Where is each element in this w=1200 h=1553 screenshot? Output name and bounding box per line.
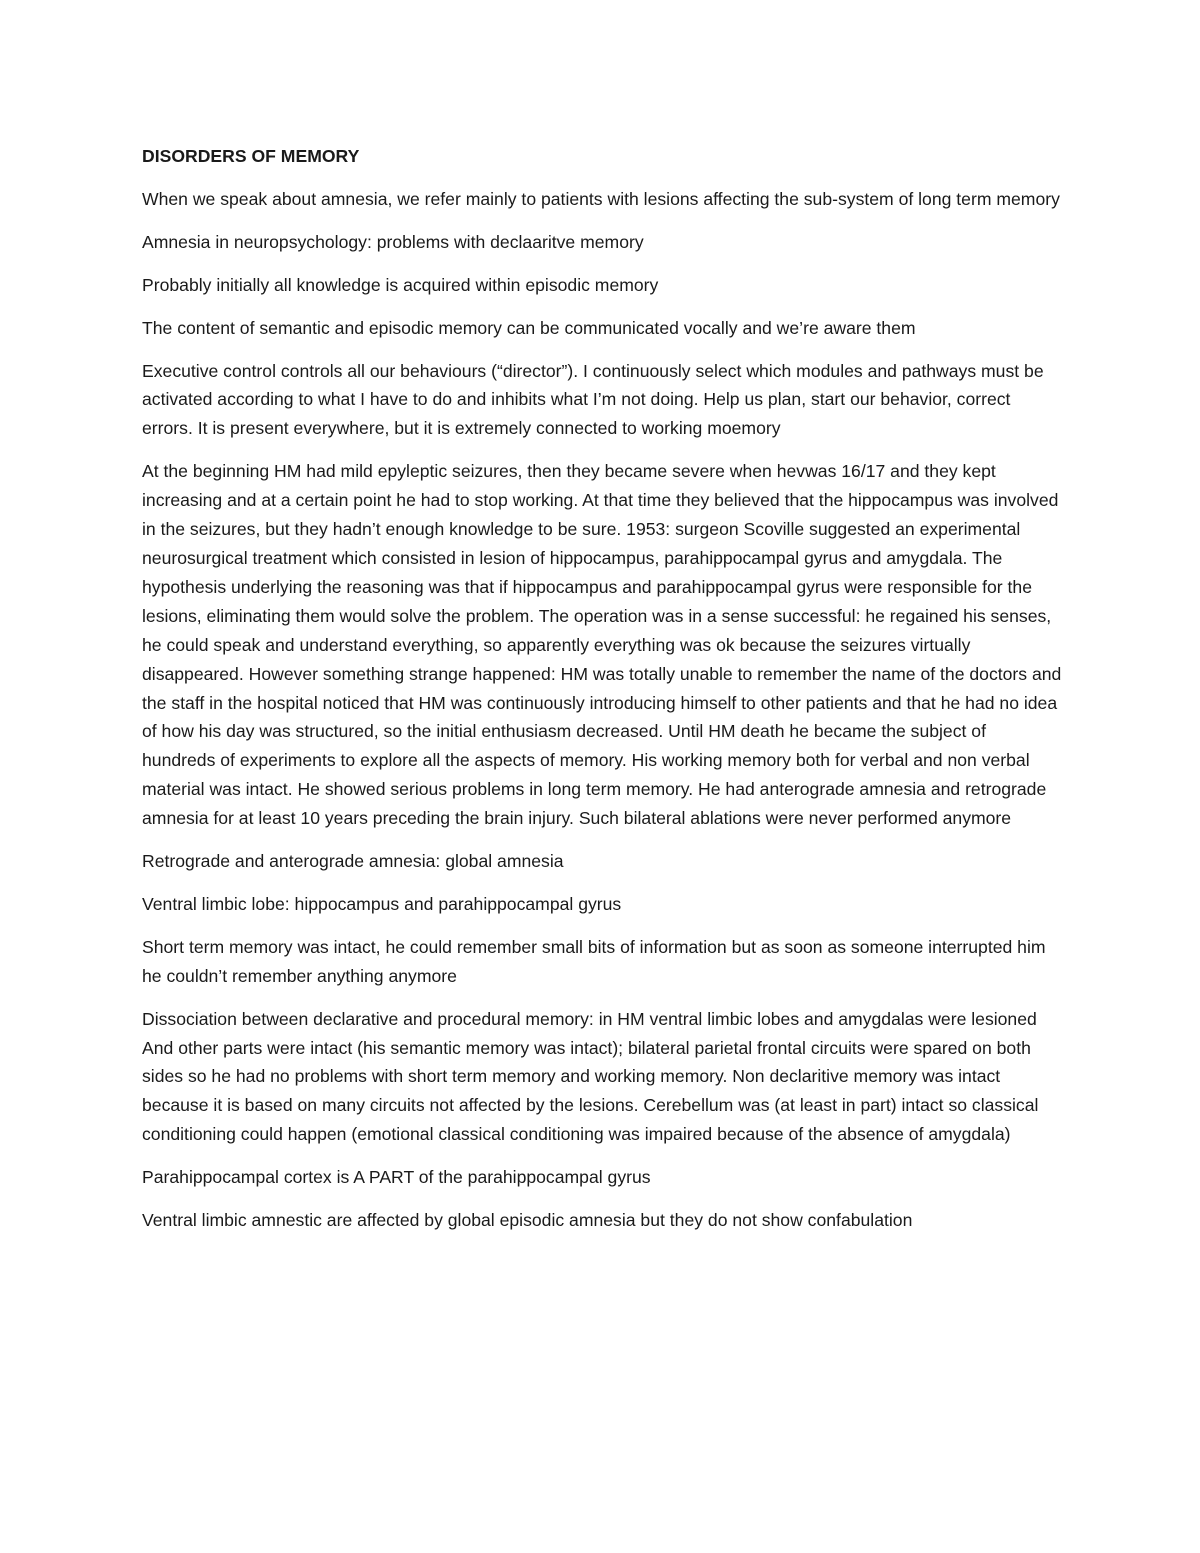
document-title: DISORDERS OF MEMORY (142, 146, 360, 166)
paragraph-semantic-episodic-content: The content of semantic and episodic memory can be communicated vocally and we’re aware them (142, 317, 916, 338)
paragraph-short-term-memory: Short term memory was intact, he could remember small bits of information but as soon as someone interrupted him he couldn’t remember anything anymore (142, 936, 1046, 986)
paragraph-amnesia-definition: When we speak about amnesia, we refer mainly to patients with lesions affecting the sub-system of long term memory (142, 188, 1060, 209)
paragraph-executive-control: Executive control controls all our behaviours (“director”). I continuously select which modules and pathways must be activated according to what I have to do and inhibits what I’m not doing. Help us plan, start our behavior, correct errors. It is present everywhere, but it is extremely connected to working moemory (142, 360, 1044, 439)
paragraph-dissociation: Dissociation between declarative and procedural memory: in HM ventral limbic lobes and amygdalas were lesioned And other parts were intact (his semantic memory was intact); bilateral parietal frontal circuits were spared on both sides so he had no problems with short term memory and working memory. Non declaritive memory was intact because it is based on many circuits not affected by the lesions. Cerebellum was (at least in part) intact so classical conditioning could happen (emotional classical conditioning was impaired because of the absence of amygdala) (142, 1008, 1039, 1145)
paragraph-ventral-limbic-amnestic: Ventral limbic amnestic are affected by global episodic amnesia but they do not show confabulation (142, 1210, 913, 1231)
paragraph-amnesia-neuropsychology: Amnesia in neuropsychology: problems with declaaritve memory (142, 231, 644, 252)
paragraph-ventral-limbic-lobe: Ventral limbic lobe: hippocampus and parahippocampal gyrus (142, 893, 622, 914)
paragraph-hm-case: At the beginning HM had mild epyleptic seizures, then they became severe when hevwas 16/17 and they kept increasing and at a certain point he had to stop working. At that time they believed that the hippocampus was involved in the seizures, but they hadn’t enough knowledge to be sure. 1953: surgeon Scoville suggested an experimental neurosurgical treatment which consisted in lesion of hippocampus, parahippocampal gyrus and amygdala. The hypothesis underlying the reasoning was that if hippocampus and parahippocampal gyrus were responsible for the lesions, eliminating them would solve the problem. The operation was in a sense successful: he regained his senses, he could speak and understand everything, so apparently everything was ok because the seizures virtually disappeared. However something strange happened: HM was totally unable to remember the name of the doctors and the staff in the hospital noticed that HM was continuously introducing himself to other patients and that he had no idea of how his day was structured, so the initial enthusiasm decreased. Until HM death he became the subject of hundreds of experiments to explore all the aspects of memory. His working memory both for verbal and non verbal material was intact. He showed serious problems in long term memory. He had anterograde amnesia and retrograde amnesia for at least 10 years preceding the brain injury. Such bilateral ablations were never performed anymore (142, 461, 1062, 829)
paragraph-parahippocampal-cortex: Parahippocampal cortex is A PART of the parahippocampal gyrus (142, 1167, 651, 1188)
paragraph-global-amnesia: Retrograde and anterograde amnesia: global amnesia (142, 851, 564, 872)
paragraph-episodic-acquisition: Probably initially all knowledge is acquired within episodic memory (142, 274, 659, 295)
document-body (142, 142, 1064, 1249)
